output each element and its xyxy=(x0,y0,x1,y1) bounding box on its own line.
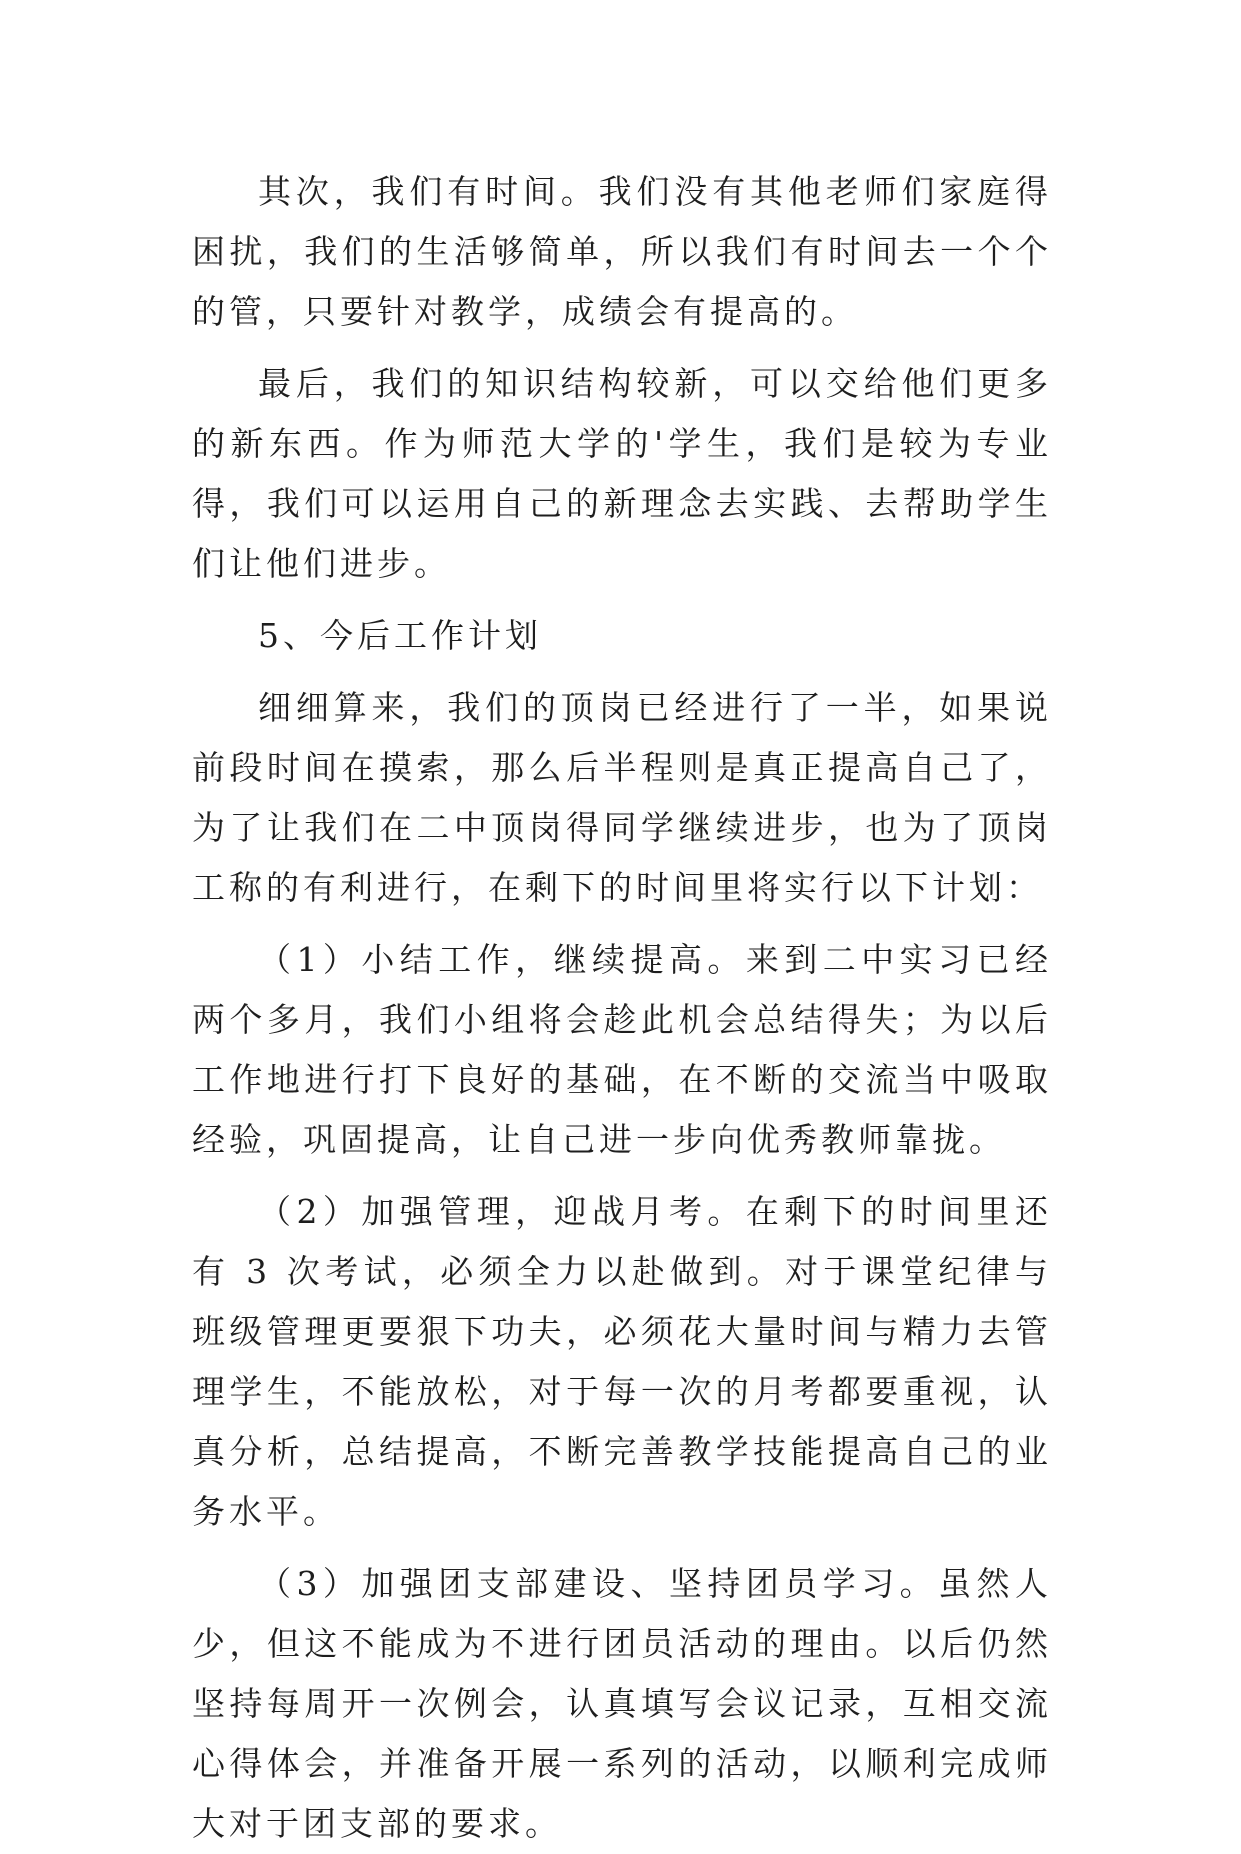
paragraph-reason-time: 其次，我们有时间。我们没有其他老师们家庭得困扰，我们的生活够简单，所以我们有时间去一个个的管，只要针对教学，成绩会有提高的。 xyxy=(192,172,1052,331)
paragraph-reason-knowledge: 最后，我们的知识结构较新，可以交给他们更多的新东西。作为师范大学的'学生，我们是较为专业得，我们可以运用自己的新理念去实践、去帮助学生们让他们进步。 xyxy=(192,364,1052,583)
document-body xyxy=(192,162,1052,1854)
section-heading-future-plan: 5、今后工作计划 xyxy=(258,616,542,655)
paragraph-plan-intro: 细细算来，我们的顶岗已经进行了一半，如果说前段时间在摸索，那么后半程则是真正提高自己了，为了让我们在二中顶岗得同学继续进步，也为了顶岗工称的有利进行，在剩下的时间里将实行以下计划： xyxy=(192,688,1052,907)
paragraph-plan-item-2: （2）加强管理，迎战月考。在剩下的时间里还有 3 次考试，必须全力以赴做到。对于课堂纪律与班级管理更要狠下功夫，必须花大量时间与精力去管理学生，不能放松，对于每一次的月考都要重视，认真分析，总结提高，不断完善教学技能提高自己的业务水平。 xyxy=(192,1192,1052,1531)
paragraph-plan-item-3: （3）加强团支部建设、坚持团员学习。虽然人少，但这不能成为不进行团员活动的理由。以后仍然坚持每周开一次例会，认真填写会议记录，互相交流心得体会，并准备开展一系列的活动，以顺利完成师大对于团支部的要求。 xyxy=(192,1564,1052,1843)
paragraph-plan-item-1: （1）小结工作，继续提高。来到二中实习已经两个多月，我们小组将会趁此机会总结得失；为以后工作地进行打下良好的基础，在不断的交流当中吸取经验，巩固提高，让自己进一步向优秀教师靠拢。 xyxy=(192,940,1052,1159)
